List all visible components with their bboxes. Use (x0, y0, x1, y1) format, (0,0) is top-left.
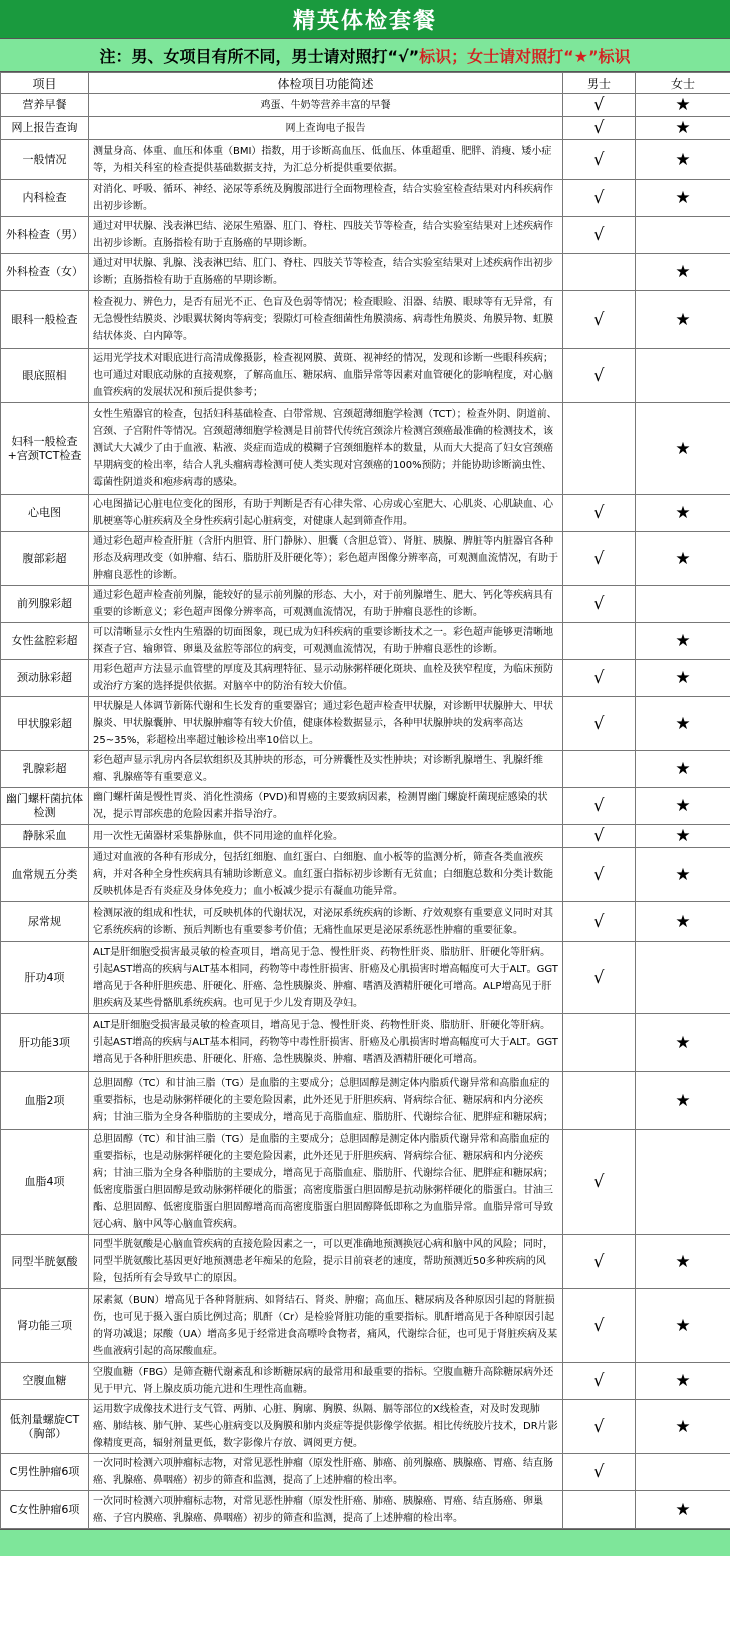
item-description: 尿素氮（BUN）增高见于各种肾脏病、如肾结石、肾炎、肿瘤；高血压、糖尿病及各种原因引起的肾脏损伤，也可见于摄入蛋白质比例过高；肌酐（Cr）是检验肾脏功能的重要指标。肌酐增高见于各种原因引起的肾功减退；尿酸（UA）增高多见于经常进食高嘌呤食物者，痛风，代谢综合征，也可见于肾脏疾病及某些血液病引起的高尿酸血症。 (89, 1289, 563, 1363)
item-name: 女性盆腔彩超 (1, 623, 89, 660)
item-description: 通过彩色超声检查前列腺，能较好的显示前列腺的形态、大小，对于前列腺增生、肥大、钙化等疾病具有重要的诊断意义；彩色超声图像分辨率高，可观测血流情况，有助于肿瘤良恶性的诊断。 (89, 586, 563, 623)
item-description: 运用光学技术对眼底进行高清成像摄影，检查视网膜、黄斑、视神经的情况，发现和诊断一些眼科疾病；也可通过对眼底动脉的直接观察，了解高血压、糖尿病、血脂异常等因素对血管硬化的影响程度，对心脑血管疾病的发展状况和预后提供参考； (89, 349, 563, 403)
male-mark: √ (563, 697, 636, 751)
female-mark: ★ (636, 495, 730, 532)
female-mark: ★ (636, 825, 730, 848)
table-row (1, 403, 730, 495)
table-row (1, 1235, 730, 1289)
table-row (1, 1454, 730, 1491)
female-mark: ★ (636, 788, 730, 825)
male-mark: √ (563, 1400, 636, 1454)
male-mark: √ (563, 1454, 636, 1491)
item-name: 尿常规 (1, 902, 89, 942)
male-mark (563, 1491, 636, 1529)
female-mark: ★ (636, 140, 730, 180)
item-name: 腹部彩超 (1, 532, 89, 586)
gender-notice (0, 38, 730, 72)
notice-text: 注：男、女项目有所不同，男士请对照打“√” (99, 46, 420, 66)
table-row (1, 660, 730, 697)
male-mark: √ (563, 291, 636, 349)
item-name: 眼底照相 (1, 349, 89, 403)
male-mark (563, 254, 636, 291)
item-description: 网上查询电子报告 (89, 117, 563, 140)
item-name: 空腹血糖 (1, 1363, 89, 1400)
female-mark: ★ (636, 1235, 730, 1289)
item-name: 外科检查（男） (1, 217, 89, 254)
item-name: C女性肿瘤6项 (1, 1491, 89, 1529)
item-description: 测量身高、体重、血压和体重（BMI）指数，用于诊断高血压、低血压、体重超重、肥胖、消瘦、矮小症等，为相关科室的检查提供基础数据支持，为汇总分析提供重要依据。 (89, 140, 563, 180)
female-mark: ★ (636, 1289, 730, 1363)
male-mark: √ (563, 586, 636, 623)
table-row (1, 788, 730, 825)
item-description: 鸡蛋、牛奶等营养丰富的早餐 (89, 94, 563, 117)
table-row (1, 94, 730, 117)
female-mark: ★ (636, 623, 730, 660)
female-mark: ★ (636, 697, 730, 751)
table-row (1, 1491, 730, 1529)
female-mark: ★ (636, 1400, 730, 1454)
table-row (1, 532, 730, 586)
table-row (1, 1014, 730, 1072)
male-mark: √ (563, 140, 636, 180)
item-description: 总胆固醇（TC）和甘油三脂（TG）是血脂的主要成分；总胆固醇是测定体内脂质代谢异常和高脂血症的重要指标，也是动脉粥样硬化的主要危险因素，此外还见于肝胆疾病、肾病综合征、糖尿病和内分泌疾病；甘油三脂为全身各种脂肪的主要成分，增高见于高脂血症、脂肪肝、代谢综合征、肥胖症和糖尿病；低密度脂蛋白胆固醇是致动脉粥样硬化的脂蛋；高密度脂蛋白胆固醇是抗动脉粥样硬化的脂蛋白。甘油三酯、总胆固醇、低密度脂蛋白胆固醇增高而高密度脂蛋白胆固醇降低即称之为血脂异常。血脂异常可导致冠心病、脑中风等心脑血管疾病。 (89, 1130, 563, 1235)
table-row (1, 495, 730, 532)
female-mark (636, 349, 730, 403)
item-name: 肾功能三项 (1, 1289, 89, 1363)
item-description: ALT是肝细胞受损害最灵敏的检查项目，增高见于急、慢性肝炎、药物性肝炎、脂肪肝、肝硬化等肝病。引起AST增高的疾病与ALT基本相同，药物等中毒性肝损害、肝癌及心肌损害时增高幅度可大于ALT。GGT增高见于各种肝胆疾患、肝硬化、肝癌、急性胰腺炎、肿瘤、嗜酒及酒精肝硬化可增高。 (89, 1014, 563, 1072)
table-row (1, 291, 730, 349)
male-mark: √ (563, 495, 636, 532)
male-mark: √ (563, 1289, 636, 1363)
item-description: 总胆固醇（TC）和甘油三脂（TG）是血脂的主要成分；总胆固醇是测定体内脂质代谢异常和高脂血症的重要指标，也是动脉粥样硬化的主要危险因素，此外还见于肝胆疾病、肾病综合征、糖尿病和内分泌疾病；甘油三脂为全身各种脂肪的主要成分，增高见于高脂血症、脂肪肝、代谢综合征、肥胖症和糖尿病； (89, 1072, 563, 1130)
item-name: 甲状腺彩超 (1, 697, 89, 751)
male-mark: √ (563, 117, 636, 140)
table-row (1, 140, 730, 180)
item-name: 低剂量螺旋CT（胸部） (1, 1400, 89, 1454)
item-description: 检测尿液的组成和性状，可反映机体的代谢状况，对泌尿系统疾病的诊断、疗效观察有重要意义同时对其它系统疾病的诊断、预后判断也有重要参考价值；无痛性血尿更是泌尿系统恶性肿瘤的重要征象。 (89, 902, 563, 942)
item-name: 血脂4项 (1, 1130, 89, 1235)
male-mark: √ (563, 1363, 636, 1400)
table-row (1, 1072, 730, 1130)
item-name: 血脂2项 (1, 1072, 89, 1130)
item-name: 肝功4项 (1, 942, 89, 1014)
header-male: 男士 (563, 73, 636, 94)
male-mark: √ (563, 217, 636, 254)
male-mark: √ (563, 825, 636, 848)
female-mark: ★ (636, 848, 730, 902)
female-mark: ★ (636, 291, 730, 349)
table-row (1, 697, 730, 751)
header-female: 女士 (636, 73, 730, 94)
male-mark: √ (563, 349, 636, 403)
table-row (1, 217, 730, 254)
male-mark: √ (563, 532, 636, 586)
item-name: 一般情况 (1, 140, 89, 180)
female-mark (636, 1454, 730, 1491)
item-description: 通过对血液的各种有形成分，包括红细胞、血红蛋白、白细胞、血小板等的监测分析，筛查各类血液疾病，并对各种全身性疾病具有辅助诊断意义。血红蛋白指标初步诊断有无贫血；白细胞总数和分类计数能反映机体是否有炎症及身体免疫力；血小板减少提示有凝血功能异常。 (89, 848, 563, 902)
female-mark: ★ (636, 660, 730, 697)
item-name: 静脉采血 (1, 825, 89, 848)
notice-text-red: 标识；女士请对照打“★”标识 (419, 46, 631, 66)
male-mark: √ (563, 788, 636, 825)
male-mark: √ (563, 660, 636, 697)
female-mark: ★ (636, 1491, 730, 1529)
item-description: 心电图描记心脏电位变化的图形，有助于判断是否有心律失常、心房或心室肥大、心肌炎、心肌缺血、心肌梗塞等心脏疾病及全身性疾病引起心脏病变，对健康人起到筛查作用。 (89, 495, 563, 532)
table-body (1, 94, 730, 1529)
table-header-row (1, 73, 730, 94)
male-mark (563, 751, 636, 788)
table-row (1, 254, 730, 291)
male-mark (563, 1072, 636, 1130)
item-name: C男性肿瘤6项 (1, 1454, 89, 1491)
footer-bar (0, 1529, 730, 1556)
male-mark: √ (563, 942, 636, 1014)
female-mark (636, 586, 730, 623)
item-name: 外科检查（女） (1, 254, 89, 291)
item-name: 肝功能3项 (1, 1014, 89, 1072)
female-mark: ★ (636, 1363, 730, 1400)
item-name: 乳腺彩超 (1, 751, 89, 788)
table-row (1, 825, 730, 848)
item-name: 眼科一般检查 (1, 291, 89, 349)
table-row (1, 848, 730, 902)
female-mark: ★ (636, 902, 730, 942)
table-row (1, 902, 730, 942)
table-row (1, 1400, 730, 1454)
item-description: 彩色超声显示乳房内各层软组织及其肿块的形态，可分辨囊性及实性肿块；对诊断乳腺增生、乳腺纤维瘤、乳腺癌等有重要意义。 (89, 751, 563, 788)
table-row (1, 586, 730, 623)
table-row (1, 180, 730, 217)
item-description: 通过对甲状腺、浅表淋巴结、泌尿生殖器、肛门、脊柱、四肢关节等检查，结合实验室结果对上述疾病作出初步诊断。直肠指检有助于直肠癌的早期诊断。 (89, 217, 563, 254)
male-mark: √ (563, 848, 636, 902)
male-mark: √ (563, 902, 636, 942)
item-description: 可以清晰显示女性内生殖器的切面图象，现已成为妇科疾病的重要诊断技术之一。彩色超声能够更清晰地探查子宫、输卵管、卵巢及盆腔等部位的病变，可观测血流情况，有助于肿瘤良恶性的诊断。 (89, 623, 563, 660)
table-row (1, 1130, 730, 1235)
item-description: 通过对甲状腺、乳腺、浅表淋巴结、肛门、脊柱、四肢关节等检查，结合实验室结果对上述疾病作出初步诊断；直肠指检有助于直肠癌的早期诊断。 (89, 254, 563, 291)
item-description: 幽门螺杆菌是慢性胃炎、消化性溃疡（PVD)和胃癌的主要致病因素，检测胃幽门螺旋杆菌现症感染的状况，提示胃部疾患的危险因素并指导治疗。 (89, 788, 563, 825)
male-mark: √ (563, 94, 636, 117)
table-row (1, 349, 730, 403)
item-description: 一次同时检测六项肿瘤标志物，对常见恶性肿瘤（原发性肝癌、肺癌、前列腺癌、胰腺癌、胃癌、结直肠癌、乳腺癌、鼻咽癌）初步的筛查和监测，提高了上述肿瘤的检出率。 (89, 1454, 563, 1491)
item-name: 营养早餐 (1, 94, 89, 117)
item-description: 女性生殖器官的检查，包括妇科基础检查、白带常规、宫颈超薄细胞学检测（TCT）；检查外阴、阴道前、宫颈、子宫附件等情况。宫颈超薄细胞学检测是目前替代传统宫颈涂片检测宫颈癌最准确的检测技术，该测试大大减少了由于血液、粘液、炎症而造成的模糊子宫颈细胞样本的数量，从而大大提高了妇女宫颈癌早期病变的检出率，结合人乳头瘤病毒检测可使人类实现对宫颈癌的100%预防；并能协助诊断滴虫性、霉菌性阴道炎和疱疹病毒的感染。 (89, 403, 563, 495)
female-mark: ★ (636, 1072, 730, 1130)
item-description: 同型半胱氨酸是心脑血管疾病的直接危险因素之一，可以更准确地预测换冠心病和脑中风的风险；同时，同型半胱氨酸比基因更好地预测患老年痴呆的危险，提示目前衰老的速度，帮助预测近50多种疾病的风险，包括所有会导致早亡的原因。 (89, 1235, 563, 1289)
item-name: 幽门螺杆菌抗体检测 (1, 788, 89, 825)
table-row (1, 1289, 730, 1363)
item-name: 妇科一般检查+宫颈TCT检查 (1, 403, 89, 495)
package-title: 精英体检套餐 (0, 0, 730, 38)
female-mark: ★ (636, 94, 730, 117)
item-name: 心电图 (1, 495, 89, 532)
table-row (1, 623, 730, 660)
female-mark (636, 217, 730, 254)
male-mark: √ (563, 180, 636, 217)
female-mark (636, 1130, 730, 1235)
male-mark (563, 623, 636, 660)
item-description: 甲状腺是人体调节新陈代谢和生长发育的重要器官；通过彩色超声检查甲状腺，对诊断甲状腺肿大、甲状腺炎、甲状腺囊肿、甲状腺肿瘤等有较大价值，健康体检数据显示，各种甲状腺肿块的发病率高达25~35%，彩超检出率超过触诊检出率10倍以上。 (89, 697, 563, 751)
item-name: 前列腺彩超 (1, 586, 89, 623)
item-name: 血常规五分类 (1, 848, 89, 902)
female-mark: ★ (636, 532, 730, 586)
header-desc: 体检项目功能简述 (89, 73, 563, 94)
item-description: 通过彩色超声检查肝脏（含肝内胆管、肝门静脉）、胆囊（含胆总管）、肾脏、胰腺、脾脏等内脏器官各种形态及病理改变（如肿瘤、结石、脂肪肝及肝硬化等）；彩色超声图像分辨率高，可观测血流情况，有助于肿瘤良恶性的诊断。 (89, 532, 563, 586)
item-description: 对消化、呼吸、循环、神经、泌尿等系统及胸腹部进行全面物理检查，结合实验室检查结果对内科疾病作出初步诊断。 (89, 180, 563, 217)
table-row (1, 751, 730, 788)
table-row (1, 1363, 730, 1400)
male-mark: √ (563, 1235, 636, 1289)
header-item: 项目 (1, 73, 89, 94)
female-mark: ★ (636, 117, 730, 140)
male-mark (563, 1014, 636, 1072)
male-mark (563, 403, 636, 495)
female-mark (636, 942, 730, 1014)
item-description: 用一次性无菌器材采集静脉血，供不同用途的血样化验。 (89, 825, 563, 848)
female-mark: ★ (636, 751, 730, 788)
item-name: 颈动脉彩超 (1, 660, 89, 697)
item-description: ALT是肝细胞受损害最灵敏的检查项目，增高见于急、慢性肝炎、药物性肝炎、脂肪肝、肝硬化等肝病。引起AST增高的疾病与ALT基本相同，药物等中毒性肝损害、肝癌及心肌损害时增高幅度可大于ALT。GGT增高见于各种肝胆疾患、肝硬化、肝癌、急性胰腺炎、肿瘤、嗜酒及酒精肝硬化可增高。ALP增高见于肝胆疾病及某些骨骼肌系统疾病。也可见于少儿发育期及孕妇。 (89, 942, 563, 1014)
table-row (1, 117, 730, 140)
item-name: 同型半胱氨酸 (1, 1235, 89, 1289)
item-description: 检查视力、辨色力，是否有屈光不正、色盲及色弱等情况；检查眼睑、泪器、结膜、眼球等有无异常，有无急慢性结膜炎、沙眼翼状胬肉等病变；裂隙灯可检查细菌性角膜溃疡、病毒性角膜炎、角膜异物、虹膜结状体炎、白内障等。 (89, 291, 563, 349)
item-description: 用彩色超声方法显示血管壁的厚度及其病理特征、显示动脉粥样硬化斑块、血栓及狭窄程度，为临床预防或治疗方案的选择提供依据。对脑卒中的防治有较大价值。 (89, 660, 563, 697)
item-description: 空腹血糖（FBG）是筛查糖代谢紊乱和诊断糖尿病的最常用和最重要的指标。空腹血糖升高除糖尿病外还见于甲亢、肾上腺皮质功能亢进和生理性高血糖。 (89, 1363, 563, 1400)
item-name: 内科检查 (1, 180, 89, 217)
table-row (1, 942, 730, 1014)
male-mark: √ (563, 1130, 636, 1235)
exam-table (0, 72, 730, 1529)
female-mark: ★ (636, 403, 730, 495)
item-name: 网上报告查询 (1, 117, 89, 140)
female-mark: ★ (636, 1014, 730, 1072)
item-description: 一次同时检测六项肿瘤标志物，对常见恶性肿瘤（原发性肝癌、肺癌、胰腺癌、胃癌、结直肠癌、卵巢癌、子宫内膜癌、乳腺癌、鼻咽癌）初步的筛查和监测，提高了上述肿瘤的检出率。 (89, 1491, 563, 1529)
item-description: 运用数字成像技术进行支气管、两肺、心脏、胸廓、胸膜、纵隔、膈等部位的X线检查，对及时发现肺癌、肺结核、肺气肿、某些心脏病变以及胸膜和肺内炎症等提供影像学依据。相比传统胶片技术，DR片影像精度更高，辐射剂量更低，数字影像片存放、调阅更方便。 (89, 1400, 563, 1454)
female-mark: ★ (636, 254, 730, 291)
female-mark: ★ (636, 180, 730, 217)
